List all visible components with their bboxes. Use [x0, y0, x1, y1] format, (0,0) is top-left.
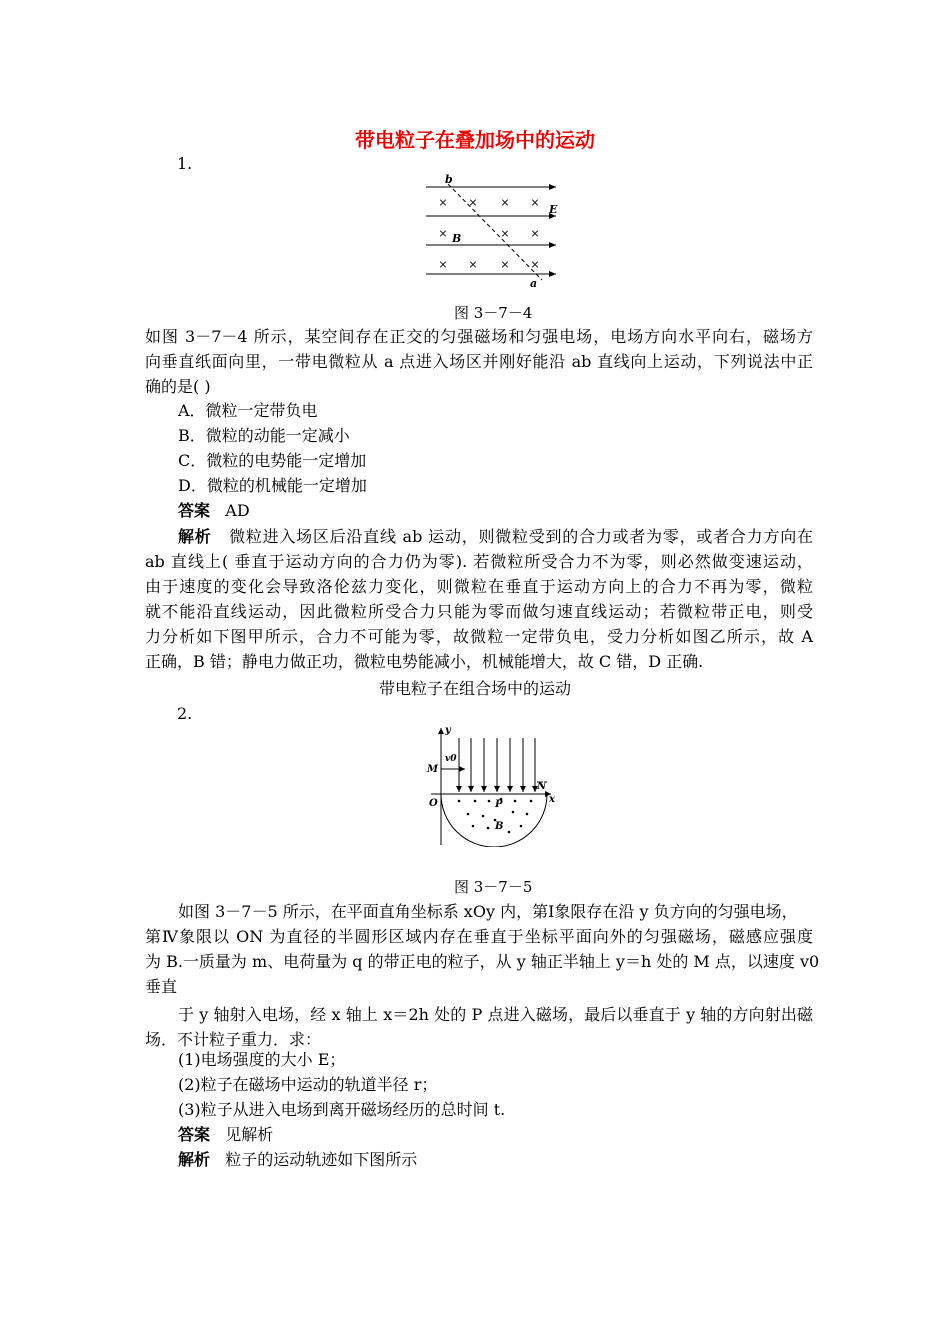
- stem-line: 场．不计粒子重力．求：: [145, 1030, 322, 1049]
- question-2-stem: [145, 899, 820, 1052]
- cross-mark: ×: [468, 258, 478, 271]
- cross-mark: ×: [530, 258, 540, 271]
- analysis-label: 解析: [178, 527, 212, 546]
- section-title: 带电粒子在组合场中的运动: [378, 679, 571, 698]
- label-y: y: [445, 725, 451, 736]
- answer-value: 见解析: [225, 1125, 274, 1144]
- cross-mark: ×: [530, 227, 540, 240]
- answer-label: 答案: [178, 501, 211, 520]
- page-title: 带电粒子在叠加场中的运动: [355, 128, 595, 152]
- label-E: E: [549, 203, 558, 216]
- analysis-text: 微粒进入场区后沿直线 ab 运动，则微粒受到的合力或者为零，或者合力方向在: [229, 527, 813, 546]
- label-b: b: [445, 173, 453, 186]
- analysis-line: 就不能沿直线运动，因此微粒所受合力只能为零而做匀速直线运动；若微粒带正电，则受: [145, 602, 813, 621]
- cross-mark: ×: [500, 196, 510, 209]
- question-1-number: 1.: [177, 154, 193, 173]
- figure-caption-2: 图 3－7－5: [454, 878, 533, 896]
- question-2-parts: [145, 1047, 813, 1172]
- label-M: M: [427, 764, 439, 775]
- answer-line: [145, 498, 813, 523]
- question-2-number: 2.: [177, 704, 193, 723]
- cross-mark: ×: [500, 258, 510, 271]
- label-O: O: [429, 798, 438, 809]
- option-d: D．微粒的机械能一定增加: [178, 476, 367, 495]
- stem-line: 垂直: [145, 977, 178, 996]
- figure-3-7-4: [418, 172, 568, 292]
- stem-line: 确的是( ): [145, 377, 211, 396]
- analysis-line: [145, 524, 813, 549]
- cross-mark: ×: [438, 258, 448, 271]
- label-N: N: [537, 781, 547, 792]
- label-B: B: [452, 232, 462, 245]
- figure-3-7-5: [425, 722, 560, 847]
- label-B: B: [495, 821, 504, 832]
- sub-question-1: (1)电场强度的大小 E；: [178, 1050, 346, 1069]
- question-1-stem: [145, 324, 813, 399]
- analysis-line: 由于速度的变化会导致洛伦兹力变化，则微粒在垂直于运动方向上的合力不再为零，微粒: [145, 577, 813, 596]
- answer-value: AD: [225, 501, 250, 520]
- stem-line: 向垂直纸面向里，一带电微粒从 a 点进入场区并刚好能沿 ab 直线向上运动，下列说法中正: [145, 352, 813, 371]
- label-a: a: [530, 277, 538, 290]
- answer-label: 答案: [178, 1125, 211, 1144]
- stem-line: 第Ⅳ象限以 ON 为直径的半圆形区域内存在垂直于坐标平面向外的匀强磁场，磁感应强度: [145, 927, 813, 946]
- option-a: A．微粒一定带负电: [178, 401, 318, 420]
- cross-mark: ×: [438, 227, 448, 240]
- trajectory-ab: [448, 184, 542, 280]
- analysis-line: [145, 1147, 813, 1172]
- stem-line: 为 B.一质量为 m、电荷量为 q 的带正电的粒子，从 y 轴正半轴上 y＝h 处的 M 点，以速度 v0: [145, 952, 820, 971]
- analysis-text: 粒子的运动轨迹如下图所示: [225, 1150, 418, 1169]
- stem-line: 如图 3－7－5 所示，在平面直角坐标系 xOy 内，第Ⅰ象限存在沿 y 负方向的匀强电场，: [178, 902, 798, 921]
- cross-mark: ×: [500, 227, 510, 240]
- sub-question-3: (3)粒子从进入电场到离开磁场经历的总时间 t.: [178, 1100, 506, 1119]
- sub-question-2: (2)粒子在磁场中运动的轨道半径 r；: [178, 1075, 438, 1094]
- label-v0: v0: [445, 754, 457, 764]
- analysis-line: 正确，B 错；静电力做正功，微粒电势能减小，机械能增大，故 C 错，D 正确.: [145, 652, 704, 671]
- analysis-line: ab 直线上( 垂直于运动方向的合力仍为零). 若微粒所受合力不为零，则必然做变速运动，: [145, 552, 813, 571]
- figure-caption-1: 图 3－7－4: [454, 304, 533, 322]
- stem-line: 于 y 轴射入电场，经 x 轴上 x＝2h 处的 P 点进入磁场，最后以垂直于 y 轴的方向射出磁: [178, 1005, 813, 1024]
- label-P: P: [495, 799, 503, 810]
- analysis-label: 解析: [178, 1150, 211, 1169]
- question-1-analysis: [145, 524, 813, 674]
- question-1-options: [145, 398, 813, 523]
- analysis-line: 力分析如下图甲所示，合力不可能为零，故微粒一定带负电，受力分析如图乙所示，故 A: [145, 627, 813, 646]
- stem-line: 如图 3－7－4 所示，某空间存在正交的匀强磁场和匀强电场，电场方向水平向右，磁场方: [145, 327, 813, 346]
- cross-mark: ×: [530, 196, 540, 209]
- option-b: B．微粒的动能一定减小: [178, 426, 350, 445]
- option-c: C．微粒的电势能一定增加: [178, 451, 367, 470]
- label-x: x: [549, 794, 555, 805]
- cross-mark: ×: [468, 196, 478, 209]
- cross-mark: ×: [438, 196, 448, 209]
- answer-line: [145, 1122, 813, 1147]
